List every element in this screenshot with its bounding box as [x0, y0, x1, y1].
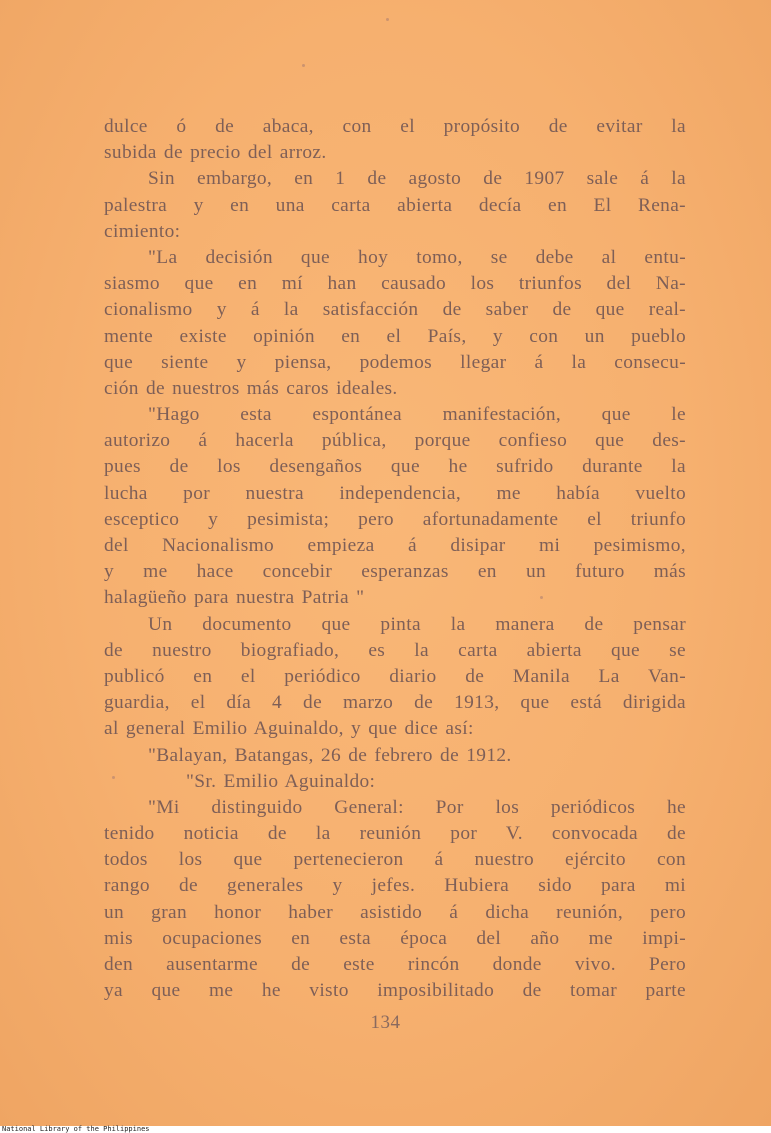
- text-line: tenido noticia de la reunión por V. convocada de: [104, 823, 686, 845]
- page-number: 134: [370, 1012, 401, 1033]
- text-line: autorizo á hacerla pública, porque confieso que des-: [104, 430, 686, 452]
- text-line: cimiento:: [104, 220, 181, 242]
- text-line: guardia, el día 4 de marzo de 1913, que está dirigida: [104, 692, 686, 714]
- text-line: "Sr. Emilio Aguinaldo:: [186, 770, 376, 792]
- text-line: den ausentarme de este rincón donde vivo. Pero: [104, 954, 686, 975]
- text-line: halagüeño para nuestra Patria ": [104, 587, 365, 609]
- text-line: ya que me he visto imposibilitado de tomar parte: [104, 980, 686, 1002]
- text-line: mis ocupaciones en esta época del año me impi-: [104, 927, 686, 949]
- text-line: de nuestro biografiado, es la carta abierta que se: [104, 639, 686, 661]
- text-line: todos los que pertenecieron á nuestro ejército con: [104, 849, 686, 871]
- text-line: mente existe opinión en el País, y con un pueblo: [104, 325, 686, 347]
- text-line: ción de nuestros más caros ideales.: [104, 377, 398, 399]
- paper-speck: [302, 64, 305, 67]
- text-line: Sin embargo, en 1 de agosto de 1907 sale á la: [148, 168, 686, 190]
- text-line: rango de generales y jefes. Hubiera sido para mi: [104, 875, 686, 897]
- text-line: cionalismo y á la satisfacción de saber de que real-: [104, 299, 686, 321]
- text-line: que siente y piensa, podemos llegar á la consecu-: [104, 351, 686, 373]
- text-line: un gran honor haber asistido á dicha reunión, pero: [104, 901, 686, 923]
- text-line: "Mi distinguido General: Por los periódicos he: [148, 796, 686, 818]
- text-line: dulce ó de abaca, con el propósito de evitar la: [104, 116, 686, 137]
- text-line: "La decisión que hoy tomo, se debe al entu-: [148, 246, 686, 268]
- text-line: y me hace concebir esperanzas en un futuro más: [104, 561, 686, 583]
- text-line: palestra y en una carta abierta decía en El Rena-: [104, 194, 686, 216]
- text-line: "Hago esta espontánea manifestación, que le: [148, 404, 686, 426]
- text-line: publicó en el periódico diario de Manila La Van-: [104, 665, 686, 687]
- paper-speck: [386, 18, 389, 21]
- text-line: siasmo que en mí han causado los triunfos del Na-: [104, 273, 686, 295]
- library-credit: National Library of the Philippines: [2, 1125, 150, 1133]
- body-text: [104, 114, 686, 1004]
- text-line: del Nacionalismo empieza á disipar mi pesimismo,: [104, 535, 686, 556]
- text-line: pues de los desengaños que he sufrido durante la: [104, 456, 686, 478]
- text-line: Un documento que pinta la manera de pensar: [148, 613, 686, 635]
- text-line: al general Emilio Aguinaldo, y que dice así:: [104, 718, 474, 740]
- text-line: subida de precio del arroz.: [104, 142, 327, 164]
- text-line: lucha por nuestra independencia, me había vuelto: [104, 482, 686, 504]
- text-line: "Balayan, Batangas, 26 de febrero de 1912.: [148, 744, 512, 766]
- text-line: esceptico y pesimista; pero afortunadamente el triunfo: [104, 508, 686, 530]
